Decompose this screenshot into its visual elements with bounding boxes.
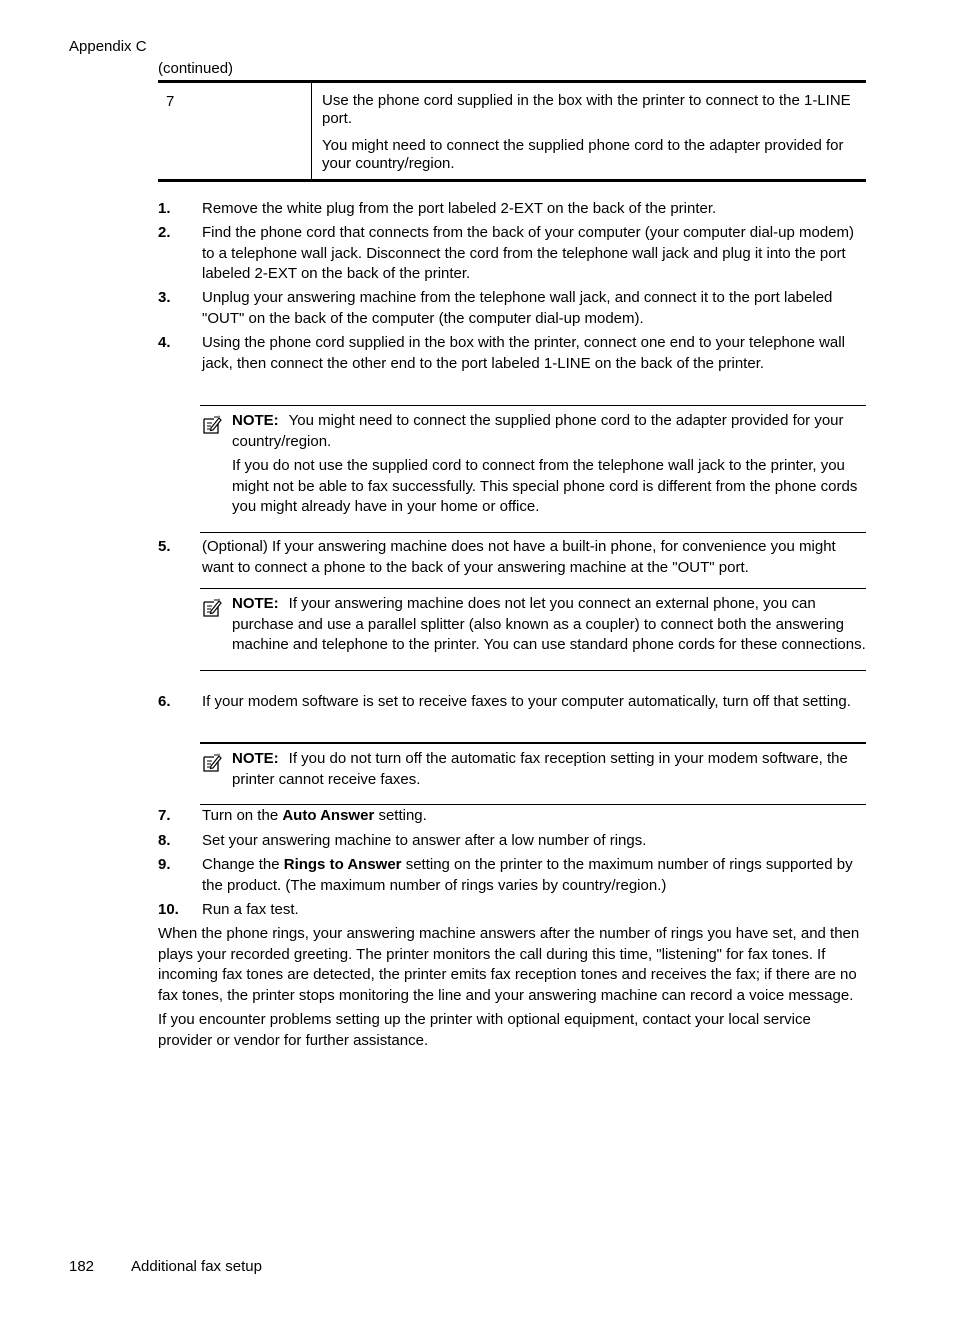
paragraph: When the phone rings, your answering machine answers after the number of rings you have set, and then plays your recorded greeting. The printer monitors the call during this time, "listening" for fax tones. If incoming fax tones are detected, the printer emits fax reception tones and receives the fax; if there are no fax tones, the printer stops monitoring the line and your answering machine can record a voice message. bbox=[158, 925, 860, 1004]
note-text: If you do not turn off the automatic fax reception setting in your modem software, the printer cannot receive faxes. bbox=[232, 750, 848, 788]
running-head: Appendix C bbox=[69, 38, 147, 55]
step-text: Run a fax test. bbox=[202, 901, 299, 918]
step-number: 2. bbox=[158, 224, 171, 241]
step-text: (Optional) If your answering machine does not have a built-in phone, for convenience you might want to connect a phone to the back of your answering machine at the "OUT" port. bbox=[202, 538, 836, 576]
paragraph: If you encounter problems setting up the printer with optional equipment, contact your local service provider or vendor for further assistance. bbox=[158, 1011, 811, 1049]
table-description-cell bbox=[313, 83, 866, 182]
note-text: You might need to connect the supplied phone cord to the adapter provided for your country/region. bbox=[232, 412, 844, 450]
step-text: Turn on the Auto Answer setting. bbox=[202, 807, 427, 824]
step-text: Unplug your answering machine from the telephone wall jack, and connect it to the port labeled "OUT" on the back of the computer (the computer dial-up modem). bbox=[202, 289, 833, 327]
step-item bbox=[158, 692, 866, 713]
setting-name: Auto Answer bbox=[282, 807, 375, 824]
step-text: Remove the white plug from the port labeled 2-EXT on the back of the printer. bbox=[202, 200, 717, 217]
setting-name: Rings to Answer bbox=[283, 856, 402, 873]
step-text: Set your answering machine to answer after a low number of rings. bbox=[202, 832, 647, 849]
step-item bbox=[158, 900, 866, 921]
table-continued-label: (continued) bbox=[158, 60, 234, 77]
step-number: 8. bbox=[158, 832, 171, 849]
note-box bbox=[200, 742, 866, 805]
table-cell-paragraph: You might need to connect the supplied phone cord to the adapter provided for your country/region. bbox=[322, 137, 844, 172]
step-number: 10. bbox=[158, 901, 179, 918]
step-item bbox=[158, 223, 866, 285]
step-item bbox=[158, 199, 866, 220]
step-number: 4. bbox=[158, 334, 171, 351]
step-text: Change the Rings to Answer setting on the printer to the maximum number of rings supported by the product. (The maximum number of rings varies by country/region.) bbox=[202, 856, 853, 894]
note-pencil-icon bbox=[202, 598, 222, 618]
note-pencil-icon bbox=[202, 753, 222, 773]
step-number: 3. bbox=[158, 289, 171, 306]
note-label: NOTE: bbox=[232, 412, 279, 429]
step-item bbox=[158, 537, 866, 578]
note-pencil-icon bbox=[202, 415, 222, 435]
page-number: 182 bbox=[69, 1258, 95, 1275]
step-text: Find the phone cord that connects from the back of your computer (your computer dial-up modem) to a telephone wall jack. Disconnect the cord from the telephone wall jack and plug it into the port labeled 2-EXT on the back of the printer. bbox=[202, 224, 854, 282]
step-item bbox=[158, 855, 866, 896]
note-label: NOTE: bbox=[232, 595, 279, 612]
step-number: 9. bbox=[158, 856, 171, 873]
connection-table bbox=[158, 80, 866, 182]
step-number: 7. bbox=[158, 807, 171, 824]
body-text bbox=[158, 924, 866, 1055]
step-item bbox=[158, 288, 866, 329]
step-item bbox=[158, 831, 866, 852]
step-text: Using the phone cord supplied in the box with the printer, connect one end to your telephone wall jack, then connect the other end to the port labeled 1-LINE on the back of the printer. bbox=[202, 334, 845, 372]
note-label: NOTE: bbox=[232, 750, 279, 767]
note-box bbox=[200, 405, 866, 533]
step-number: 1. bbox=[158, 200, 171, 217]
note-text: If you do not use the supplied cord to connect from the telephone wall jack to the printer, you might not be able to fax successfully. This special phone cord is different from the phone cords you might already have in your home or office. bbox=[232, 457, 858, 515]
note-text: If your answering machine does not let you connect an external phone, you can purchase and use a parallel splitter (also known as a coupler) to connect both the answering machine and telephone to the printer. You can use standard phone cords for these connections. bbox=[232, 595, 866, 653]
section-title: Additional fax setup bbox=[131, 1258, 262, 1275]
table-cell-paragraph: Use the phone cord supplied in the box with the printer to connect to the 1-LINE port. bbox=[322, 92, 851, 127]
step-number: 6. bbox=[158, 693, 171, 710]
note-box bbox=[200, 588, 866, 671]
step-number: 5. bbox=[158, 538, 171, 555]
table-row-number: 7 bbox=[158, 83, 312, 179]
step-item bbox=[158, 333, 866, 374]
step-item bbox=[158, 806, 866, 827]
step-text: If your modem software is set to receive faxes to your computer automatically, turn off that setting. bbox=[202, 693, 851, 710]
